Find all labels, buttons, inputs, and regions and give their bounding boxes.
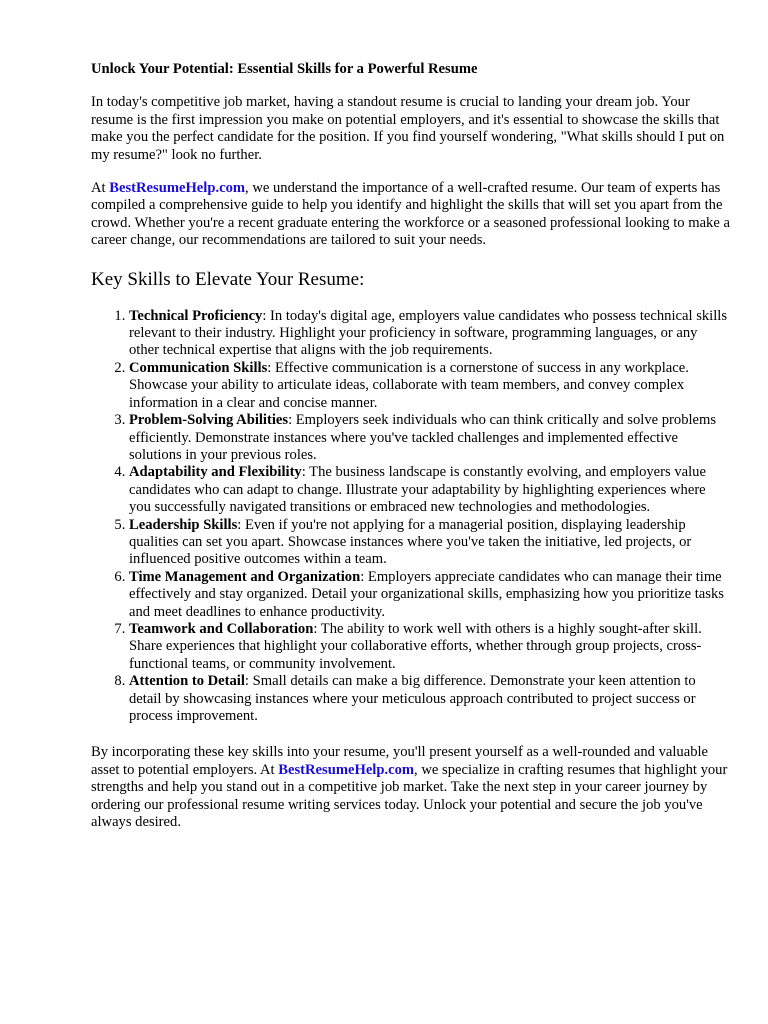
skill-description: : Even if you're not applying for a managerial position, displaying leadership qualities can set you apart. Showcase instances where you've taken the initiative, led projects, or influenced positive outcomes within a team. (129, 516, 692, 568)
skill-description: : Small details can make a big difference. Demonstrate your keen attention to detail by showcasing instances where your meticulous approach contributed to project success or process improvement. (129, 673, 696, 724)
intro-paragraph: In today's competitive job market, having a standout resume is crucial to landing your dream job. Your resume is the first impression you make on potential employers, and it's essential to showcase the skills that make you the perfect candidate for the position. If you find yourself wondering, "What skills should I put on my resume?" look no further. (91, 94, 725, 163)
closing-paragraph-prefix: By incorporating these key skills into your resume, you'll present yourself as a well-rounded and valuable asset to potential employers. At (91, 744, 709, 778)
list-item (129, 673, 731, 725)
skill-description: : Effective communication is a cornerstone of success in any workplace. Showcase your ability to articulate ideas, collaborate with team members, and convey complex information in a clear and concise manner. (129, 359, 689, 411)
list-item (129, 464, 731, 516)
list-item (129, 569, 731, 621)
list-item (129, 621, 731, 673)
closing-paragraph (91, 744, 731, 831)
company-paragraph-prefix: At (91, 180, 110, 197)
skill-name: Time Management and Organization (129, 568, 361, 585)
list-item (129, 360, 731, 412)
skill-description: : Employers appreciate candidates who can manage their time effectively and stay organized. Detail your organizational skills, emphasizing how you prioritize tasks and meet deadlines to enhance productivity. (129, 568, 724, 620)
skill-description: : In today's digital age, employers value candidates who possess technical skills relevant to their industry. Highlight your proficiency in software, programming languages, or any other technical expertise that aligns with the job requirements. (129, 307, 728, 359)
skill-description: : The business landscape is constantly evolving, and employers value candidates who can adapt to change. Illustrate your adaptability by highlighting experiences where you successfully navigated transitions or embraced new technologies and methodologies. (129, 464, 706, 516)
company-paragraph-body: , we understand the importance of a well-crafted resume. Our team of experts has compiled a comprehensive guide to help you identify and highlight the skills that will set you apart from the crowd. Whether you're a recent graduate entering the workforce or a seasoned professional looking to make a career change, our recommendations are tailored to suit your needs. (91, 180, 730, 249)
skill-name: Attention to Detail (129, 673, 245, 690)
list-item (129, 517, 731, 569)
skill-description: : Employers seek individuals who can think critically and solve problems efficiently. Demonstrate instances where you've tackled challenges and implemented effective solutions in your previous roles. (129, 412, 717, 463)
company-paragraph (91, 180, 731, 250)
list-item (129, 412, 731, 464)
document-page (91, 61, 731, 847)
skill-name: Adaptability and Flexibility (129, 464, 302, 481)
list-item (129, 308, 731, 360)
skill-name: Teamwork and Collaboration (129, 620, 314, 637)
skill-name: Technical Proficiency (129, 307, 263, 324)
closing-company-link[interactable]: BestResumeHelp.com (278, 761, 415, 778)
company-link[interactable]: BestResumeHelp.com (109, 180, 246, 197)
skill-name: Leadership Skills (129, 516, 238, 533)
skills-list (91, 308, 731, 726)
skill-name: Communication Skills (129, 359, 268, 376)
document-title: Unlock Your Potential: Essential Skills for a Powerful Resume (91, 61, 478, 77)
skills-heading: Key Skills to Elevate Your Resume: (91, 268, 365, 290)
skill-description: : The ability to work well with others is a highly sought-after skill. Share experiences that highlight your collaborative efforts, whether through group projects, cross-functional teams, or community involvement. (129, 620, 702, 672)
skill-name: Problem-Solving Abilities (129, 412, 289, 429)
closing-paragraph-body: , we specialize in crafting resumes that highlight your strengths and help you stand out in a competitive job market. Take the next step in your career journey by ordering our professional resume writing services today. Unlock your potential and secure the job you've always desired. (91, 761, 728, 831)
